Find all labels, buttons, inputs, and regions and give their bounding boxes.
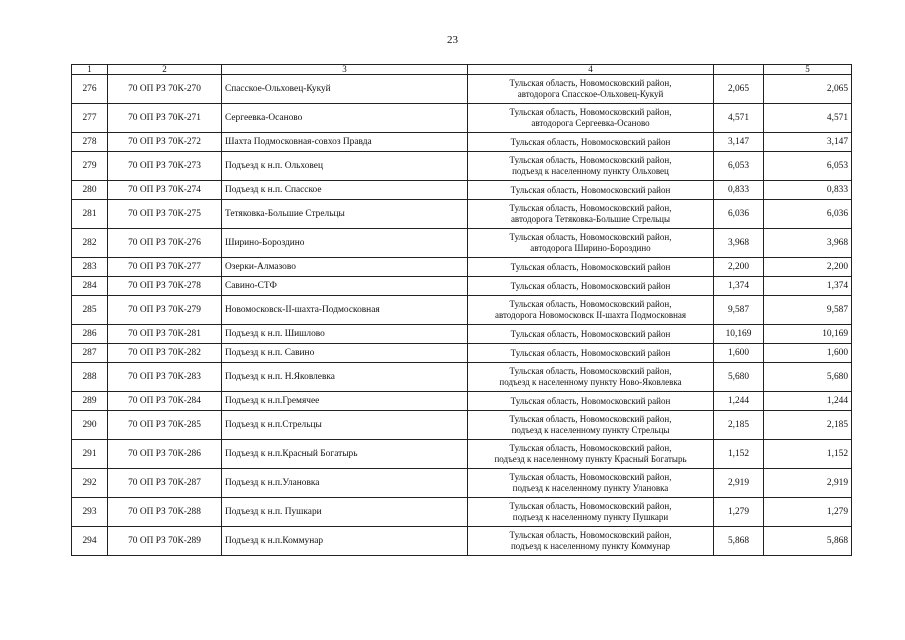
row-number: 279 [72, 152, 108, 181]
road-name: Подъезд к н.п.Стрельцы [222, 411, 468, 440]
location-line-1: Тульская область, Новомосковский район [510, 280, 671, 291]
table-row [72, 181, 852, 200]
road-length-total: 5,868 [764, 527, 852, 556]
road-name: Подъезд к н.п. Н.Яковлевка [222, 363, 468, 392]
road-length-total: 1,152 [764, 440, 852, 469]
roads-table [71, 64, 852, 556]
row-number: 277 [72, 104, 108, 133]
location-line-2: автодорога Тетяковка-Большие Стрельцы [510, 214, 671, 224]
location-line-1: Тульская область, Новомосковский район [510, 136, 671, 147]
road-name: Подъезд к н.п.Красный Богатырь [222, 440, 468, 469]
row-number: 294 [72, 527, 108, 556]
road-location [468, 440, 714, 469]
road-length-total: 1,600 [764, 344, 852, 363]
row-number: 291 [72, 440, 108, 469]
road-code: 70 ОП РЗ 70К-278 [108, 277, 222, 296]
road-code: 70 ОП РЗ 70К-286 [108, 440, 222, 469]
row-number: 293 [72, 498, 108, 527]
road-name: Подъезд к н.п. Шишлово [222, 325, 468, 344]
road-length: 4,571 [714, 104, 764, 133]
road-code: 70 ОП РЗ 70К-271 [108, 104, 222, 133]
location-line-1: Тульская область, Новомосковский район [510, 395, 671, 406]
road-name: Подъезд к н.п. Ольховец [222, 152, 468, 181]
road-location [468, 152, 714, 181]
road-name: Подъезд к н.п. Савино [222, 344, 468, 363]
table-row [72, 200, 852, 229]
road-code: 70 ОП РЗ 70К-277 [108, 258, 222, 277]
table-row [72, 344, 852, 363]
table-row [72, 440, 852, 469]
road-length-total: 5,680 [764, 363, 852, 392]
road-length: 1,244 [714, 392, 764, 411]
location-line-2: подъезд к населенному пункту Коммунар [510, 541, 671, 551]
road-code: 70 ОП РЗ 70К-275 [108, 200, 222, 229]
location-line-2: подъезд к населенному пункту Ольховец [512, 166, 669, 176]
road-length: 3,147 [714, 133, 764, 152]
header-cell-5: 5 [764, 65, 852, 75]
road-length-total: 1,279 [764, 498, 852, 527]
road-name: Новомосковск-II-шахта-Подмосковная [222, 296, 468, 325]
road-code: 70 ОП РЗ 70К-281 [108, 325, 222, 344]
location-line-2: автодорога Спасское-Ольховец-Кукуй [517, 89, 664, 99]
header-row [72, 65, 852, 75]
road-code: 70 ОП РЗ 70К-289 [108, 527, 222, 556]
road-length: 2,065 [714, 75, 764, 104]
page-number: 23 [447, 34, 458, 46]
road-length: 6,036 [714, 200, 764, 229]
location-line-1: Тульская область, Новомосковский район, [509, 414, 672, 424]
road-length: 1,600 [714, 344, 764, 363]
road-location [468, 527, 714, 556]
location-line-1: Тульская область, Новомосковский район [510, 347, 671, 358]
road-length: 10,169 [714, 325, 764, 344]
location-line-1: Тульская область, Новомосковский район, [509, 501, 672, 511]
road-name: Подъезд к н.п.Гремячее [222, 392, 468, 411]
table-row [72, 469, 852, 498]
road-length-total: 6,036 [764, 200, 852, 229]
table-row [72, 229, 852, 258]
table-row [72, 296, 852, 325]
table-row [72, 363, 852, 392]
table-body [72, 65, 852, 556]
location-line-2: подъезд к населенному пункту Стрельцы [511, 425, 670, 435]
road-length: 9,587 [714, 296, 764, 325]
road-length: 5,680 [714, 363, 764, 392]
road-location [468, 498, 714, 527]
road-location [468, 75, 714, 104]
road-location [468, 296, 714, 325]
table-row [72, 75, 852, 104]
road-code: 70 ОП РЗ 70К-282 [108, 344, 222, 363]
row-number: 281 [72, 200, 108, 229]
location-line-2: автодорога Новомосковск II-шахта Подмосковная [494, 310, 687, 320]
location-line-1: Тульская область, Новомосковский район, [509, 472, 672, 482]
road-code: 70 ОП РЗ 70К-276 [108, 229, 222, 258]
road-length-total: 1,374 [764, 277, 852, 296]
road-code: 70 ОП РЗ 70К-284 [108, 392, 222, 411]
road-length: 1,152 [714, 440, 764, 469]
row-number: 284 [72, 277, 108, 296]
row-number: 290 [72, 411, 108, 440]
road-location [468, 104, 714, 133]
road-code: 70 ОП РЗ 70К-287 [108, 469, 222, 498]
row-number: 288 [72, 363, 108, 392]
road-code: 70 ОП РЗ 70К-283 [108, 363, 222, 392]
row-number: 285 [72, 296, 108, 325]
road-length-total: 3,147 [764, 133, 852, 152]
location-line-2: подъезд к населенному пункту Красный Богатырь [494, 454, 687, 464]
road-location [468, 181, 714, 200]
road-code: 70 ОП РЗ 70К-272 [108, 133, 222, 152]
road-name: Сергеевка-Осаново [222, 104, 468, 133]
location-line-1: Тульская область, Новомосковский район, [509, 107, 672, 117]
location-line-1: Тульская область, Новомосковский район, [509, 78, 672, 88]
road-length: 2,200 [714, 258, 764, 277]
row-number: 276 [72, 75, 108, 104]
road-location [468, 392, 714, 411]
road-code: 70 ОП РЗ 70К-288 [108, 498, 222, 527]
table-row [72, 392, 852, 411]
road-length-total: 10,169 [764, 325, 852, 344]
table-row [72, 258, 852, 277]
road-length-total: 2,065 [764, 75, 852, 104]
road-length-total: 9,587 [764, 296, 852, 325]
road-location [468, 363, 714, 392]
road-length: 6,053 [714, 152, 764, 181]
road-length-total: 2,919 [764, 469, 852, 498]
road-length-total: 4,571 [764, 104, 852, 133]
location-line-1: Тульская область, Новомосковский район, [509, 366, 672, 376]
header-cell-1: 1 [72, 65, 108, 75]
road-code: 70 ОП РЗ 70К-270 [108, 75, 222, 104]
table-row [72, 325, 852, 344]
road-code: 70 ОП РЗ 70К-273 [108, 152, 222, 181]
road-location [468, 200, 714, 229]
row-number: 286 [72, 325, 108, 344]
road-code: 70 ОП РЗ 70К-274 [108, 181, 222, 200]
road-name: Тетяковка-Большие Стрельцы [222, 200, 468, 229]
road-length-total: 1,244 [764, 392, 852, 411]
location-line-1: Тульская область, Новомосковский район, [509, 530, 672, 540]
road-name: Шахта Подмосковная-совхоз Правда [222, 133, 468, 152]
road-length: 3,968 [714, 229, 764, 258]
row-number: 289 [72, 392, 108, 411]
location-line-2: подъезд к населенному пункту Улановка [512, 483, 669, 493]
road-name: Подъезд к н.п.Улановка [222, 469, 468, 498]
road-length: 2,185 [714, 411, 764, 440]
location-line-1: Тульская область, Новомосковский район, [509, 443, 672, 453]
table-row [72, 498, 852, 527]
road-location [468, 229, 714, 258]
location-line-2: автодорога Ширино-Бороздино [530, 243, 651, 253]
road-location [468, 469, 714, 498]
road-location [468, 258, 714, 277]
road-location [468, 277, 714, 296]
table-row [72, 133, 852, 152]
location-line-1: Тульская область, Новомосковский район [510, 184, 671, 195]
road-length: 2,919 [714, 469, 764, 498]
road-length: 5,868 [714, 527, 764, 556]
road-location [468, 325, 714, 344]
row-number: 292 [72, 469, 108, 498]
road-length: 0,833 [714, 181, 764, 200]
road-length-total: 6,053 [764, 152, 852, 181]
road-name: Подъезд к н.п. Спасское [222, 181, 468, 200]
road-location [468, 344, 714, 363]
row-number: 287 [72, 344, 108, 363]
location-line-2: подъезд к населенному пункту Пушкари [512, 512, 669, 522]
location-line-1: Тульская область, Новомосковский район, [509, 232, 672, 242]
location-line-2: подъезд к населенному пункту Ново-Яковлевка [499, 377, 682, 387]
location-line-2: автодорога Сергеевка-Осаново [531, 118, 650, 128]
row-number: 280 [72, 181, 108, 200]
row-number: 278 [72, 133, 108, 152]
road-length-total: 2,200 [764, 258, 852, 277]
road-location [468, 411, 714, 440]
road-length: 1,279 [714, 498, 764, 527]
road-code: 70 ОП РЗ 70К-279 [108, 296, 222, 325]
location-line-1: Тульская область, Новомосковский район, [509, 155, 672, 165]
road-name: Ширино-Бороздино [222, 229, 468, 258]
location-line-1: Тульская область, Новомосковский район, [509, 299, 672, 309]
road-length-total: 0,833 [764, 181, 852, 200]
location-line-1: Тульская область, Новомосковский район [510, 328, 671, 339]
road-length: 1,374 [714, 277, 764, 296]
road-location [468, 133, 714, 152]
road-name: Озерки-Алмазово [222, 258, 468, 277]
road-name: Подъезд к н.п.Коммунар [222, 527, 468, 556]
header-cell-3: 3 [222, 65, 468, 75]
row-number: 282 [72, 229, 108, 258]
table-row [72, 527, 852, 556]
road-name: Савино-СТФ [222, 277, 468, 296]
header-cell-4: 4 [468, 65, 714, 75]
table-row [72, 411, 852, 440]
table-row [72, 277, 852, 296]
road-name: Подъезд к н.п. Пушкари [222, 498, 468, 527]
table-row [72, 152, 852, 181]
header-cell-2: 2 [108, 65, 222, 75]
road-code: 70 ОП РЗ 70К-285 [108, 411, 222, 440]
row-number: 283 [72, 258, 108, 277]
header-cell-blank [714, 65, 764, 75]
road-length-total: 2,185 [764, 411, 852, 440]
table-row [72, 104, 852, 133]
location-line-1: Тульская область, Новомосковский район, [509, 203, 672, 213]
location-line-1: Тульская область, Новомосковский район [510, 261, 671, 272]
road-length-total: 3,968 [764, 229, 852, 258]
road-name: Спасское-Ольховец-Кукуй [222, 75, 468, 104]
